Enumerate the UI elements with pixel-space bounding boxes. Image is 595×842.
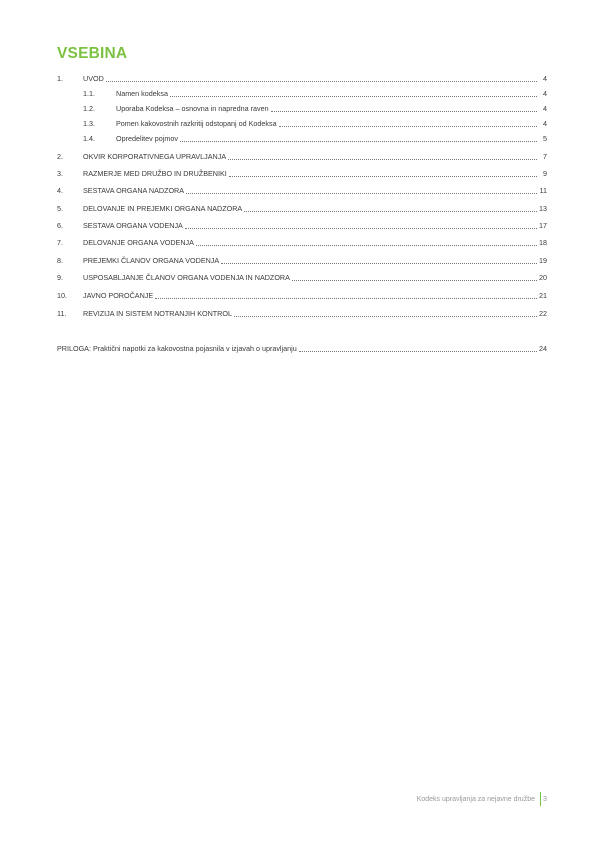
toc-number: 3.: [57, 169, 63, 178]
toc-entry-usposabljanje[interactable]: [57, 273, 547, 283]
toc-label: SESTAVA ORGANA VODENJA: [83, 221, 183, 230]
footer-title: Kodeks upravljanja za nejavne družbe: [416, 796, 535, 803]
toc-number: 4.: [57, 186, 63, 195]
toc-leader: [180, 141, 537, 142]
toc-page: 4: [543, 119, 547, 128]
toc-entry-namen-kodeksa[interactable]: [57, 89, 547, 99]
footer-page-number: 3: [543, 796, 547, 803]
toc-leader: [106, 81, 537, 82]
toc-label: RAZMERJE MED DRUŽBO IN DRUŽBENIKI: [83, 169, 227, 178]
toc-entry-delovanje-nadzora[interactable]: [57, 204, 547, 214]
toc-leader: [155, 298, 537, 299]
toc-number: 1.4.: [83, 134, 95, 143]
toc-number: 1.3.: [83, 119, 95, 128]
toc-leader: [234, 316, 537, 317]
toc-entry-sestava-vodenja[interactable]: [57, 221, 547, 231]
toc-entry-uvod[interactable]: [57, 74, 547, 84]
toc-number: 2.: [57, 152, 63, 161]
toc-page: 4: [543, 74, 547, 83]
toc-number: 1.1.: [83, 89, 95, 98]
toc-number: 7.: [57, 238, 63, 247]
toc-entry-razmerje[interactable]: [57, 169, 547, 179]
toc-page: 22: [539, 309, 547, 318]
toc-leader: [196, 245, 537, 246]
toc-entry-uporaba-kodeksa[interactable]: [57, 104, 547, 114]
toc-label: PREJEMKI ČLANOV ORGANA VODENJA: [83, 256, 220, 265]
toc-page: 24: [539, 344, 547, 353]
toc-label: DELOVANJE ORGANA VODENJA: [83, 238, 194, 247]
toc-entry-javno-porocanje[interactable]: [57, 291, 547, 301]
toc-number: 1.2.: [83, 104, 95, 113]
toc-number: 6.: [57, 221, 63, 230]
toc-label: DELOVANJE IN PREJEMKI ORGANA NADZORA: [83, 204, 243, 213]
toc-page: 4: [543, 104, 547, 113]
toc-page: 5: [543, 134, 547, 143]
toc-page: 19: [539, 256, 547, 265]
toc-page: 4: [543, 89, 547, 98]
toc-page: 17: [539, 221, 547, 230]
toc-entry-okvir[interactable]: [57, 152, 547, 162]
toc-label: UVOD: [83, 74, 104, 83]
toc-page: 11: [539, 186, 547, 195]
toc-page: 9: [543, 169, 547, 178]
toc-entry-revizija[interactable]: [57, 309, 547, 319]
toc-number: 9.: [57, 273, 63, 282]
toc-label: REVIZIJA IN SISTEM NOTRANJIH KONTROL: [83, 309, 232, 318]
toc-entry-delovanje-vodenja[interactable]: [57, 238, 547, 248]
toc-leader: [244, 211, 537, 212]
toc-label: USPOSABLJANJE ČLANOV ORGANA VODENJA IN NADZORA: [83, 273, 290, 282]
toc-label: SESTAVA ORGANA NADZORA: [83, 186, 185, 195]
toc-leader: [186, 193, 537, 194]
toc-page: 18: [539, 238, 547, 247]
toc-leader: [292, 280, 537, 281]
toc-page: 7: [543, 152, 547, 161]
toc-entry-priloga[interactable]: [57, 344, 547, 354]
toc-leader: [229, 176, 537, 177]
toc-leader: [299, 351, 537, 352]
toc-entry-prejemki-vodenja[interactable]: [57, 256, 547, 266]
toc-page: 21: [539, 291, 547, 300]
footer-divider: [540, 792, 541, 806]
toc-number: 11.: [57, 309, 67, 318]
toc-number: 5.: [57, 204, 63, 213]
toc-entry-opredelitev-pojmov[interactable]: [57, 134, 547, 144]
toc-number: 10.: [57, 291, 67, 300]
toc-label: OKVIR KORPORATIVNEGA UPRAVLJANJA: [83, 152, 227, 161]
toc-label: Opredelitev pojmov: [116, 134, 178, 143]
toc-page: 20: [539, 273, 547, 282]
toc-leader: [185, 228, 537, 229]
toc-label: Uporaba Kodeksa – osnovna in napredna raven: [116, 104, 269, 113]
toc-leader: [228, 159, 537, 160]
toc-label: Namen kodeksa: [116, 89, 168, 98]
toc-label: JAVNO POROČANJE: [83, 291, 154, 300]
toc-leader: [271, 111, 537, 112]
toc-number: 1.: [57, 74, 63, 83]
toc-leader: [221, 263, 537, 264]
toc-page: 13: [539, 204, 547, 213]
toc-label: PRILOGA: Praktični napotki za kakovostna pojasnila v izjavah o upravljanju: [57, 344, 297, 353]
toc-leader: [170, 96, 537, 97]
toc-entry-pomen-razkritij[interactable]: [57, 119, 547, 129]
toc-number: 8.: [57, 256, 63, 265]
toc-label: Pomen kakovostnih razkritij odstopanj od Kodeksa: [116, 119, 277, 128]
toc-leader: [279, 126, 537, 127]
toc-entry-sestava-nadzora[interactable]: [57, 186, 547, 196]
toc-title: VSEBINA: [57, 45, 128, 62]
